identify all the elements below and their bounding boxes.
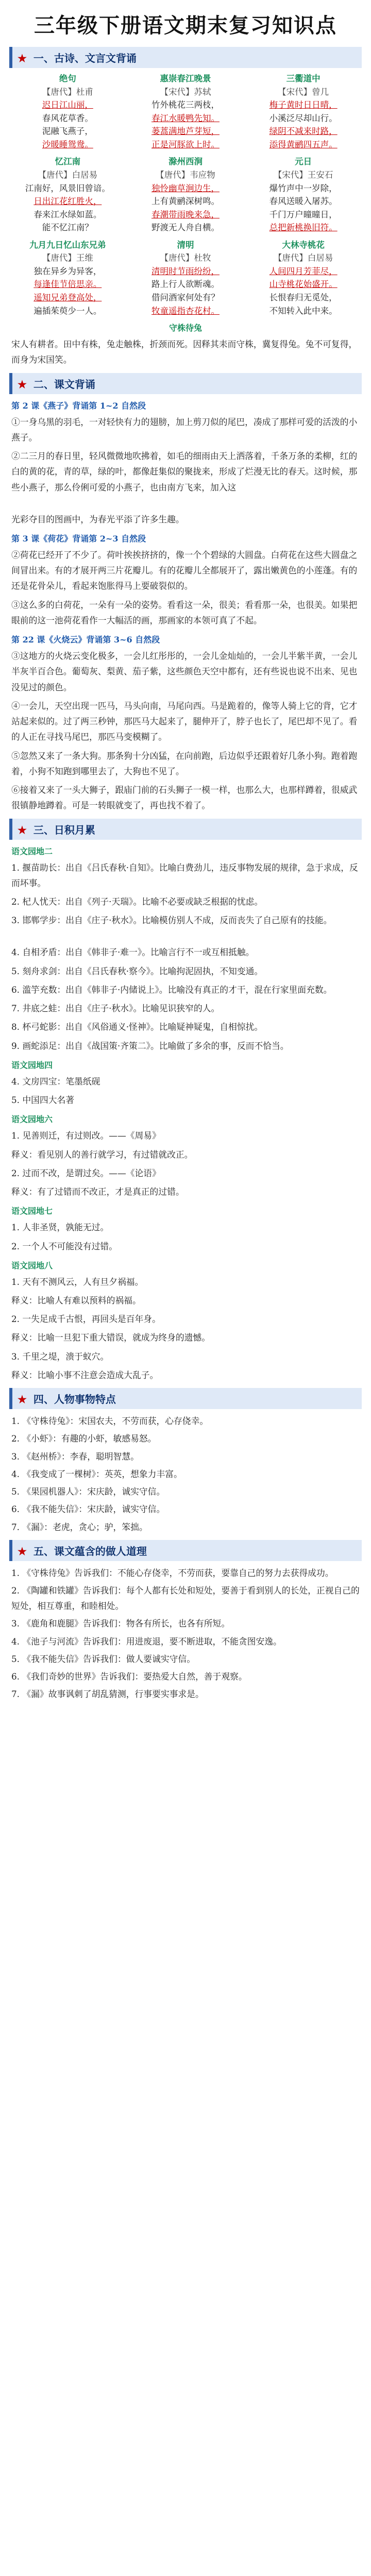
page-title: 三年级下册语文期末复习知识点 [34, 13, 337, 38]
section-1-label: 一、古诗、文言文背诵 [33, 52, 137, 64]
poem-title: 大林寺桃花 [282, 240, 325, 250]
poem-card [247, 72, 360, 151]
poem-line: 竹外桃花三两枝， [151, 100, 220, 110]
poem-line: 借问酒家何处有？ [151, 293, 220, 302]
poem-title: 惠崇春江晚景 [160, 74, 211, 83]
poem-card [129, 155, 242, 234]
poem-line: 泥融飞燕子， [42, 126, 93, 137]
yuan-di-item: 5. 中国四大名著 [11, 1095, 75, 1106]
yuan-di-item: 释义：比喻人有难以预料的祸福。 [11, 1295, 141, 1306]
poem-line: 长恨春归无觅处， [269, 293, 338, 302]
poem-line: 人间四月芳菲尽， [269, 266, 338, 276]
poem-line: 沙暖睡鸳鸯。 [42, 139, 93, 149]
life-lesson-item: 2. 《陶罐和铁罐》告诉我们：每个人都有长处和短处，要善于看到别人的长处，正视自己的短处，相互尊重，和睦相处。 [11, 1585, 360, 1612]
lesson-paragraph: ⑥接着又来了一头大狮子，跟庙门前的石头狮子一模一样，也那么大，也那样蹲着，很威武很镇静地蹲着。可是一转眼就变了，再也找不着了。 [11, 785, 358, 811]
people-item: 3. 《赵州桥》：李春，聪明智慧。 [11, 1451, 139, 1462]
people-item: 5. 《果园机器人》：宋庆龄，诚实守信。 [11, 1486, 165, 1497]
poem-line: 绿阴不减来时路， [269, 126, 338, 137]
people-item: 6. 《我不能失信》：宋庆龄，诚实守信。 [11, 1504, 165, 1515]
poem-line: 遥知兄弟登高处， [33, 293, 102, 302]
poem-line: 春潮带雨晚来急， [151, 209, 220, 219]
poem-line: 野渡无人舟自横。 [151, 223, 220, 233]
lesson-paragraph: 光彩夺目的图画中，为春光平添了许多生趣。 [11, 514, 184, 524]
poem-line: 路上行人欲断魂。 [151, 279, 220, 290]
poem-line: 梅子黄时日日晴， [269, 100, 338, 110]
poem-card [11, 239, 124, 317]
poem-title: 绝句 [59, 74, 76, 83]
section-3-label: 三、日积月累 [33, 823, 95, 836]
yuan-di-heading: 语文园地四 [11, 1060, 53, 1070]
poem-author: 【唐代】白居易 [38, 170, 98, 180]
star-icon: ★ [18, 378, 27, 391]
yuan-di-item: 2. 一失足成千古恨，再回头是百年身。 [11, 1314, 161, 1325]
poem-card [247, 239, 360, 317]
people-item: 1. 《守株待兔》：宋国农夫，不劳而获，心存侥幸。 [11, 1416, 209, 1427]
yuan-di-item: 1. 人非圣贤，孰能无过。 [11, 1222, 109, 1233]
poem-author: 【唐代】杜牧 [160, 253, 211, 263]
poem-title: 忆江南 [55, 157, 81, 167]
yuan-di-item: 3. 邯郸学步：出自《庄子·秋水》。比喻模仿别人不成，反而丧失了自己原有的技能。 [11, 915, 332, 926]
yuan-di-item: 1. 揠苗助长：出自《吕氏春秋·自知》。比喻白费劲儿，违反事物发展的规律，急于求成，反而坏事。 [11, 862, 358, 888]
yuan-di-item: 4. 自相矛盾：出自《韩非子·难一》。比喻言行不一或互相抵触。 [11, 947, 255, 958]
poem-line: 春风送暖入屠苏。 [269, 196, 338, 207]
yuan-di-item: 1. 天有不测风云，人有旦夕祸福。 [11, 1276, 144, 1287]
section-2-label: 二、课文背诵 [33, 378, 95, 391]
poem-line: 牧童遥指杏花村。 [151, 306, 220, 316]
poem-title: 清明 [177, 240, 194, 250]
poem-line: 千门万户曈曈日， [269, 209, 338, 219]
poem-line: 独在异乡为异客， [33, 266, 102, 276]
lesson-paragraph: ①一身乌黑的羽毛，一对轻快有力的翅膀，加上剪刀似的尾巴，凑成了那样可爱的活泼的小燕子。 [11, 416, 358, 443]
life-lesson-item: 4. 《池子与河流》告诉我们：用进废退，要不断进取，不能贪图安逸。 [11, 1636, 282, 1647]
yuan-di-item: 4. 文房四宝：笔墨纸砚 [11, 1076, 100, 1087]
poem-line: 清明时节雨纷纷， [151, 266, 220, 276]
poem-line: 春风花草香。 [42, 113, 93, 123]
poem-line: 日出江花红胜火， [33, 196, 102, 207]
poem-line: 能不忆江南？ [42, 223, 93, 233]
poem-line: 小溪泛尽却山行。 [269, 113, 338, 123]
section-3 [9, 819, 362, 840]
yuan-di-item: 9. 画蛇添足：出自《战国策·齐策二》。比喻做了多余的事，反而不恰当。 [11, 1040, 289, 1051]
lesson-heading: 第 2 课《燕子》背诵第 1~2 自然段 [11, 400, 146, 411]
shouzhu-text: 宋人有耕者。田中有株，兔走触株，折颈而死。因释其耒而守株，冀复得兔。兔不可复得，而身为宋国笑。 [11, 339, 358, 365]
poem-line: 山寺桃花始盛开。 [269, 279, 338, 290]
shouzhu-title: 守株待兔 [168, 323, 202, 333]
poem-author: 【唐代】白居易 [273, 253, 333, 263]
life-lesson-item: 5. 《我不能失信》告诉我们：做人要诚实守信。 [11, 1653, 195, 1664]
section-4-label: 四、人物事物特点 [33, 1393, 116, 1406]
poem-line: 添得黄鹂四五声。 [269, 139, 338, 149]
yuan-di-item: 释义：看见别人的善行就学习，有过错就改正。 [11, 1149, 193, 1160]
poem-card [247, 155, 360, 234]
yuan-di-item: 8. 杯弓蛇影：出自《风俗通义·怪神》。比喻疑神疑鬼，自相惊扰。 [11, 1022, 263, 1032]
poem-line: 爆竹声中一岁除， [269, 183, 338, 193]
spacer [11, 931, 360, 941]
section-5-label: 五、课文蕴含的做人道理 [33, 1545, 147, 1557]
poem-title: 元日 [295, 157, 312, 167]
section-1 [9, 47, 362, 68]
star-icon: ★ [18, 52, 27, 64]
lesson-paragraph: ②荷花已经开了不少了。荷叶挨挨挤挤的，像一个个碧绿的大圆盘。白荷花在这些大圆盘之间冒出来。有的才展开两三片花瓣儿。有的花瓣儿全都展开了，露出嫩黄色的小莲蓬。有的还是花骨朵儿，看起来饱胀得马上要破裂似的。 [11, 550, 358, 591]
poem-line: 总把新桃换旧符。 [269, 223, 338, 233]
star-icon: ★ [18, 1393, 27, 1406]
poem-line: 江南好，风景旧曾谙。 [25, 183, 110, 193]
yuan-di-item: 释义：比喻一旦犯下重大错误，就成为终身的遗憾。 [11, 1332, 210, 1343]
poem-line: 春江水暖鸭先知。 [151, 113, 220, 123]
people-item: 2. 《小虾》：有趣的小虾，敏感易怒。 [11, 1433, 157, 1444]
poem-line: 迟日江山丽， [42, 100, 93, 110]
poem-author: 【唐代】王维 [42, 253, 93, 263]
lesson-paragraph: ③这么多的白荷花，一朵有一朵的姿势。看看这一朵，很美；看看那一朵，也很美。如果把眼前的这一池荷花看作一大幅活的画，那画家的本领可真了不起。 [11, 599, 358, 625]
yuan-di-item: 释义：比喻小事不注意会造成大乱子。 [11, 1369, 159, 1380]
lesson-paragraph: ②二三月的春日里，轻风微微地吹拂着，如毛的细雨由天上洒落着，千条万条的柔柳，红的白的黄的花，青的草，绿的叶，都像赶集似的聚拢来，形成了烂漫无比的春天。这时候，那些小燕子，那么伶俐可爱的小燕子，也由南方飞来，加入这 [11, 451, 358, 493]
poem-line: 正是河豚欲上时。 [151, 139, 220, 149]
yuan-di-heading: 语文园地七 [11, 1206, 53, 1216]
people-item: 7. 《漏》：老虎，贪心；驴，笨拙。 [11, 1521, 148, 1532]
footer-space [0, 1704, 371, 1807]
yuan-di-item: 3. 千里之堤，溃于蚁穴。 [11, 1351, 109, 1362]
poem-line: 不知转入此中来。 [269, 306, 338, 316]
section-2 [9, 373, 362, 394]
yuan-di-item: 2. 过而不改，是谓过矣。——《论语》 [11, 1167, 161, 1178]
yuan-di-item: 2. 杞人忧天：出自《列子·天瑞》。比喻不必要或缺乏根据的忧虑。 [11, 896, 263, 907]
lesson-paragraph: ④一会儿，天空出现一匹马，马头向南，马尾向西。马是跪着的，像等人骑上它的背，它才站起来似的。过了两三秒钟，那匹马大起来了，腿伸开了，脖子也长了，尾巴却不见了。看的人正在寻找马尾巴，那匹马变模糊了。 [11, 700, 358, 742]
section-5 [9, 1540, 362, 1561]
lessons [0, 399, 371, 814]
poem-card [11, 155, 124, 234]
poem-line: 遍插茱萸少一人。 [33, 306, 102, 316]
life-lesson-item: 6. 《我们奇妙的世界》告诉我们：要热爱大自然，善于观察。 [11, 1671, 247, 1682]
poem-card [129, 239, 242, 317]
lesson-paragraph: ③这地方的火烧云变化极多，一会儿红彤彤的，一会儿金灿灿的，一会儿半紫半黄，一会儿半灰半百合色。葡萄灰、梨黄、茄子紫，这些颜色天空中都有，还有些说也说不出来、见也没见过的颜色。 [11, 651, 358, 692]
yuan-di-item: 1. 见善则迁，有过则改。——《周易》 [11, 1130, 161, 1141]
yuan-di-heading: 语文园地八 [11, 1260, 53, 1270]
section-4 [9, 1388, 362, 1409]
poem-grid [11, 72, 360, 317]
yuan-di-item: 7. 井底之蛙：出自《庄子·秋水》。比喻见识狭窄的人。 [11, 1003, 220, 1014]
poem-card [129, 72, 242, 151]
yuan-di-heading: 语文园地二 [11, 846, 53, 856]
poem-author: 【唐代】杜甫 [42, 87, 93, 97]
spacer [11, 498, 360, 509]
life-lesson-item: 3. 《鹿角和鹿腿》告诉我们：物各有所长，也各有所短。 [11, 1618, 230, 1629]
people-item: 4. 《我变成了一棵树》：英英，想象力丰富。 [11, 1468, 182, 1479]
people-list [0, 1413, 371, 1535]
life-lessons [0, 1565, 371, 1702]
yuan-di-item: 5. 刻舟求剑：出自《吕氏春秋·察今》。比喻拘泥固执，不知变通。 [11, 965, 263, 976]
life-lesson-item: 7. 《漏》故事讽刺了胡乱猜测，行事要实事求是。 [11, 1689, 204, 1700]
star-icon: ★ [18, 823, 27, 836]
yuan-di [0, 845, 371, 1383]
poem-title: 九月九日忆山东兄弟 [29, 240, 106, 250]
poem-author: 【宋代】苏轼 [160, 87, 211, 97]
yuan-di-item: 释义：有了过错而不改正，才是真正的过错。 [11, 1187, 184, 1197]
poem-line: 蒌蒿满地芦芽短， [151, 126, 220, 137]
poem-title: 滁州西涧 [168, 157, 203, 167]
lesson-paragraph: ⑤忽然又来了一条大狗。那条狗十分凶猛，在向前跑，后边似乎还跟着好几条小狗。跑着跑着，小狗不知跑到哪里去了，大狗也不见了。 [11, 750, 358, 776]
poem-author: 【唐代】韦应物 [156, 170, 215, 180]
lesson-heading: 第 22 课《火烧云》背诵第 3~6 自然段 [11, 635, 160, 645]
yuan-di-heading: 语文园地六 [11, 1114, 53, 1125]
yuan-di-item: 2. 一个人不可能没有过错。 [11, 1241, 117, 1251]
star-icon: ★ [18, 1545, 27, 1557]
poem-author: 【宋代】曾几 [278, 87, 329, 97]
poem-line: 独怜幽草涧边生， [151, 183, 220, 193]
poem-title: 三衢道中 [286, 74, 321, 83]
poem-author: 【宋代】王安石 [273, 170, 333, 180]
poem-line: 每逢佳节倍思亲。 [33, 279, 102, 290]
poem-card [11, 72, 124, 151]
lesson-heading: 第 3 课《荷花》背诵第 2~3 自然段 [11, 534, 146, 544]
poem-line: 春来江水绿如蓝。 [33, 209, 102, 219]
poem-line: 上有黄鹂深树鸣。 [151, 196, 220, 207]
life-lesson-item: 1. 《守株待兔》告诉我们：不能心存侥幸，不劳而获，要靠自己的努力去获得成功。 [11, 1567, 334, 1578]
yuan-di-item: 6. 滥竽充数：出自《韩非子·内储说上》。比喻没有真正的才干，混在行家里面充数。 [11, 984, 332, 995]
